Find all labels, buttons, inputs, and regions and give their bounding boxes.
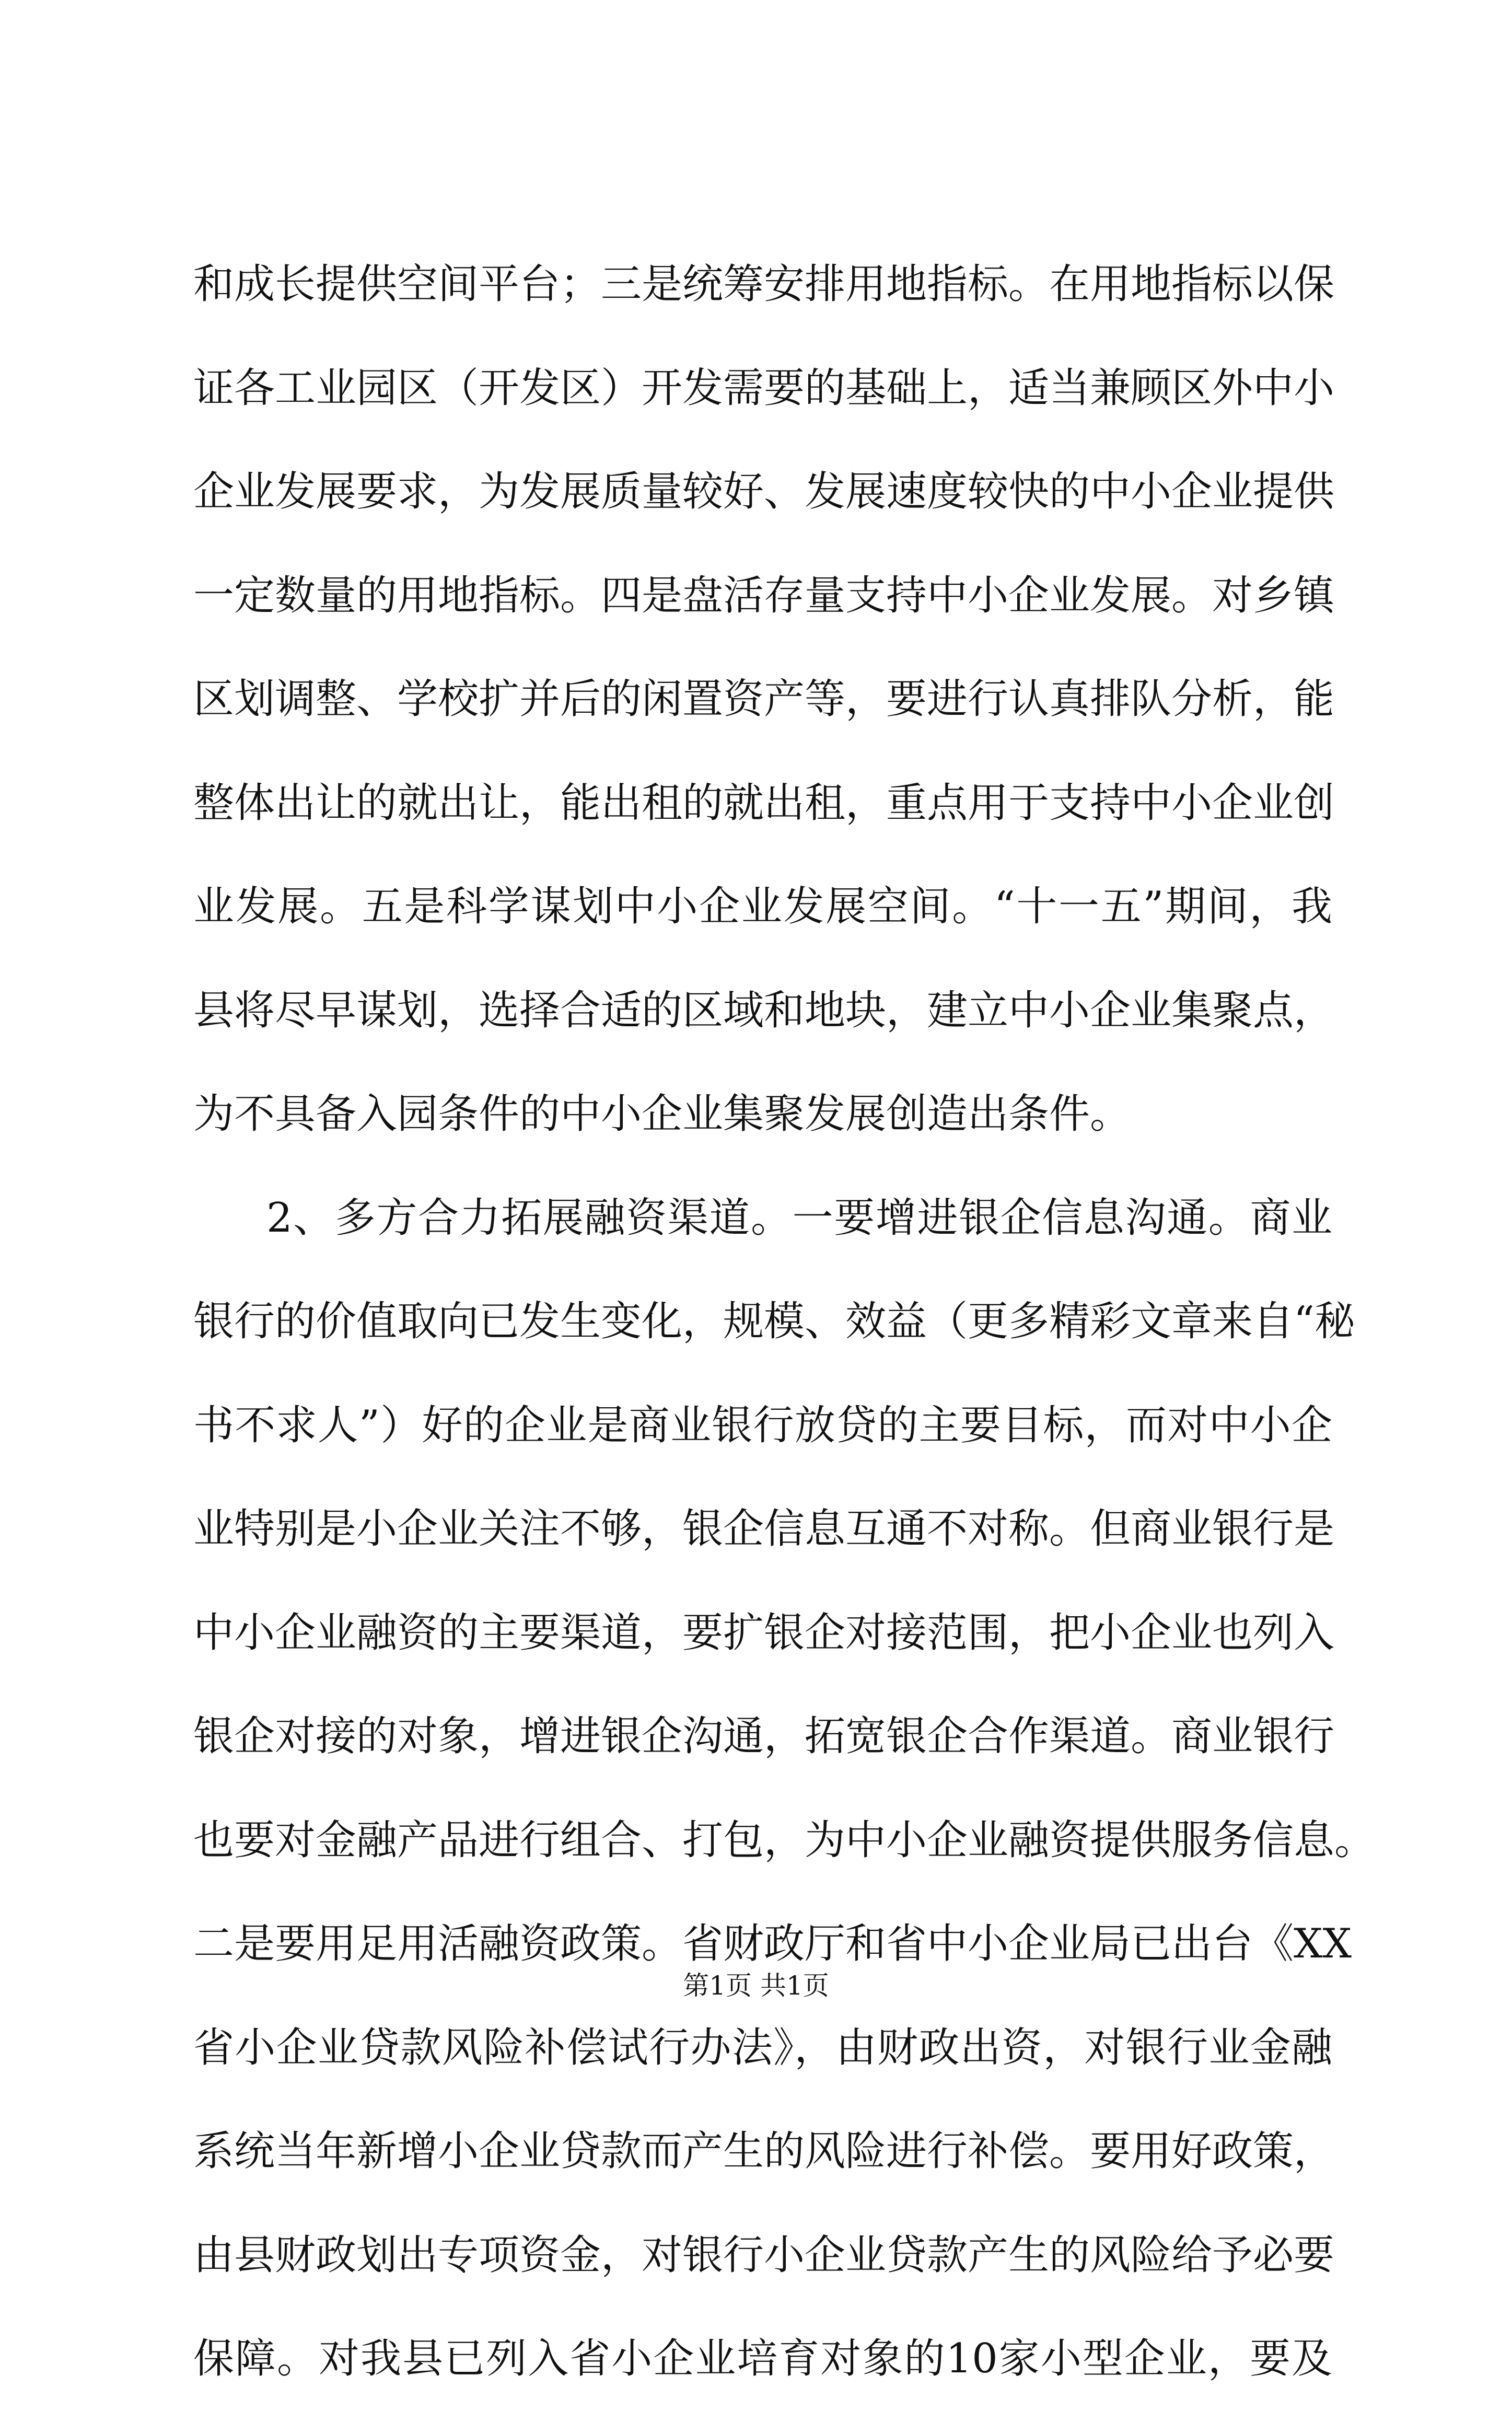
text-line: 整体出让的就出让，能出租的就出租，重点用于支持中小企业创 (193, 779, 1335, 827)
text-line: 中小企业融资的主要渠道，要扩银企对接范围，把小企业也列入 (193, 1609, 1335, 1656)
text-line: 县将尽早谋划，选择合适的区域和地块，建立中小企业集聚点， (193, 987, 1335, 1034)
text-line: 区划调整、学校扩并后的闲置资产等，要进行认真排队分析，能 (193, 676, 1335, 723)
text-line: 系统当年新增小企业贷款而产生的风险进行补偿。要用好政策， (193, 2128, 1335, 2175)
text-line: 业发展。五是科学谋划中小企业发展空间。“十一五”期间，我 (193, 883, 1332, 930)
text-line: 二是要用足用活融资政策。省财政厅和省中小企业局已出台《XX (193, 1920, 1352, 1967)
text-line: 为不具备入园条件的中小企业集聚发展创造出条件。 (193, 1091, 1131, 1138)
text-line: 2、多方合力拓展融资渠道。一要增进银企信息沟通。商业 (266, 1194, 1332, 1242)
text-line: 银行的价值取向已发生变化，规模、效益（更多精彩文章来自“秘 (193, 1298, 1355, 1345)
body-text (193, 233, 1376, 2411)
text-line: 一定数量的用地指标。四是盘活存量支持中小企业发展。对乡镇 (193, 572, 1335, 619)
text-line: 省小企业贷款风险补偿试行办法》，由财政出资，对银行业金融 (193, 2024, 1332, 2071)
text-line: 书不求人”）好的企业是商业银行放贷的主要目标，而对中小企 (193, 1401, 1332, 1449)
text-line: 也要对金融产品进行组合、打包，为中小企业融资提供服务信息。 (193, 1816, 1376, 1864)
text-line: 企业发展要求，为发展质量较好、发展速度较快的中小企业提供 (193, 468, 1335, 515)
text-line: 和成长提供空间平台；三是统筹安排用地指标。在用地指标以保 (193, 261, 1335, 308)
text-line: 保障。对我县已列入省小企业培育对象的10家小型企业，要及 (193, 2335, 1332, 2382)
text-line: 由县财政划出专项资金，对银行小企业贷款产生的风险给予必要 (193, 2231, 1335, 2279)
text-line: 银企对接的对象，增进银企沟通，拓宽银企合作渠道。商业银行 (193, 1713, 1335, 1760)
text-line: 证各工业园区（开发区）开发需要的基础上，适当兼顾区外中小 (193, 364, 1335, 412)
text-line: 业特别是小企业关注不够，银企信息互通不对称。但商业银行是 (193, 1505, 1335, 1552)
page-footer: 第1页 共1页 (683, 1970, 829, 2001)
